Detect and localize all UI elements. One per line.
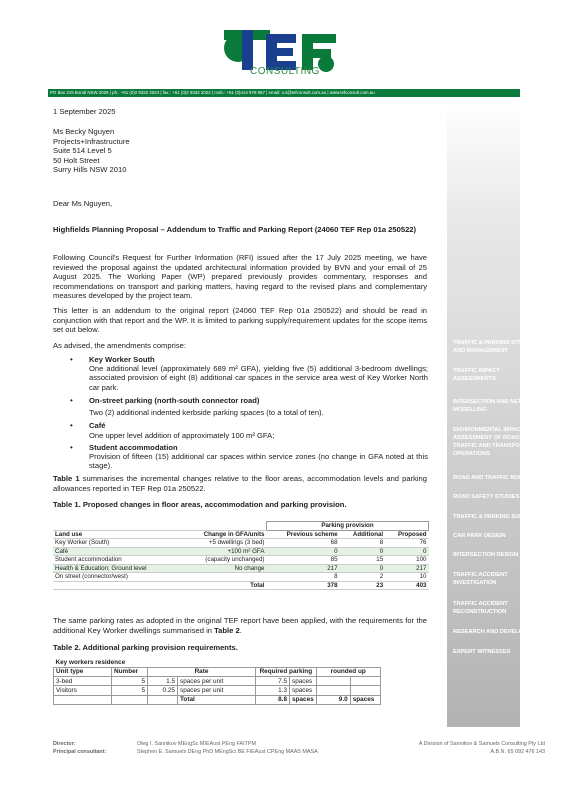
bullet-marker: • (70, 396, 73, 405)
table-row: Health & Education; Ground level No change 217 0 217 (55, 564, 427, 572)
column-header: Unit type (54, 667, 112, 676)
sidebar-item-traffic-impact: TRAFFIC IMPACT ASSESSMENTS (453, 368, 500, 382)
paragraph-rates: The same parking rates as adopted in the original TEF report have been applied, with the requirements for the additional Key Worker dwellings summarised in Table 2. (53, 616, 427, 635)
sidebar-item-road-safety: ROAD SAFETY STUDIES (453, 494, 520, 500)
column-header: Proposed (385, 530, 428, 539)
contact-bar: PO Box 215 Bondi NSW 2026 | ph.: +61 (0)2 9332 2024 | fax.: +61 (0)2 9332 2022 | mob.: +61 (0)414 978 067 | email: o.s@tefconsult.com.au | www.tefconsult.com.au (48, 89, 520, 97)
floor-area-parking-table (53, 521, 429, 590)
table-row: Café +100 m² GFA 0 0 0 (55, 547, 427, 555)
bullet-heading: On-street parking (north-south connector road) (89, 396, 260, 405)
bullet-heading: Student accommodation (89, 443, 178, 452)
paragraph-table1-intro: Table 1 summarises the incremental changes relative to the floor areas, accommodation levels and parking allowances reported in TEF Rep 01a 250522. (53, 474, 428, 493)
bullet-heading: Key Worker South (89, 355, 155, 364)
sidebar-item-surveys: TRAFFIC & PARKING SURVEYS (453, 514, 539, 520)
paragraph-intro: Following Council's Request for Further Information (RFI) issued after the 17 July 2025 meeting, we have reviewed the proposal against the updated architectural information provided by BVN and your email of 25 August 2025. The Working Paper (WP) prepared previously provides commentary, responses and recommendations on transport and parking matters, having regard to the revised plans and complementary measures developed by the project team. (53, 253, 427, 301)
table2-caption: Table 2. Additional parking provision requirements. (53, 643, 238, 652)
sidebar-item-accident-reconstruction: TRAFFIC ACCIDENT RECONSTRUCTION (453, 601, 508, 615)
sidebar-item-road-traffic-noise: ROAD AND TRAFFIC NOISE (453, 475, 528, 481)
paragraph-amendments: As advised, the amendments comprise: (53, 341, 186, 350)
table-row: Key Worker (South) +5 dwellings (3 bed) 68 8 76 (55, 539, 427, 547)
bullet-body: One additional level (approximately 689 m² GFA), yielding five (5) additional 3-bedroom dwellings; associated provision of eight (8) additional car spaces in the service area west of Key Worker North car park. (89, 364, 428, 392)
footer-names: Oleg I. Sannikov MEngSc MIEAust PEng FAITPM Stephen E. Samuels DEng PhD MEngSci BE FIEAust CPEng MAAS MASA (137, 741, 318, 755)
column-header: Number (112, 667, 148, 676)
paragraph-addendum: This letter is an addendum to the original report (24060 TEF Rep 01a 250522) and should be read in conjunction with that report and the WP. It is limited to parking supply/requirement updates for the scope items set out below. (53, 306, 427, 335)
letter-date: 1 September 2025 (53, 107, 116, 116)
sidebar-item-traffic-parking-studies: TRAFFIC & PARKING STUDIES AND MANAGEMENT (453, 340, 536, 354)
sidebar-item-intersection-design: INTERSECTION DESIGN (453, 552, 519, 558)
bullet-marker: • (70, 355, 73, 364)
parking-requirements-table (53, 658, 381, 705)
sidebar-item-accident-investigation: TRAFFIC ACCIDENT INVESTIGATION (453, 572, 508, 586)
sidebar-item-car-park-design: CAR PARK DESIGN (453, 533, 506, 539)
column-header: Rate (148, 667, 256, 676)
column-header: Additional (340, 530, 386, 539)
sidebar-item-research: RESEARCH AND DEVELOPMENT (453, 629, 543, 635)
column-header: rounded up (316, 667, 380, 676)
bullet-marker: • (70, 443, 73, 452)
table-row: Visitors 5 0.25 spaces per unit 1.3 spaces (54, 686, 381, 695)
table-row: 3-bed 5 1.5 spaces per unit 7.5 spaces (54, 677, 381, 686)
subject-line: Highfields Planning Proposal – Addendum to Traffic and Parking Report (24060 TEF Rep 01a 250522) (53, 225, 417, 234)
table-row: On street (connector/west) 8 2 10 (55, 573, 427, 581)
bullet-body: One upper level addition of approximately 100 m² GFA; (89, 431, 275, 440)
bullet-body: Provision of fifteen (15) additional car spaces within service zones (no change in GFA noted at this stage). (89, 452, 428, 471)
table2-title: Key workers residence (55, 658, 126, 666)
bullet-marker: • (70, 421, 73, 430)
logo-subtitle: CONSULTING (250, 66, 320, 77)
column-header: Land use (53, 530, 180, 539)
table1-caption: Table 1. Proposed changes in floor areas, accommodation and parking provision. (53, 500, 347, 509)
group-header: Parking provision (266, 522, 428, 531)
salutation: Dear Ms Nguyen, (53, 199, 113, 208)
bullet-body: Two (2) additional indented kerbside parking spaces (to a total of ten). (89, 408, 324, 417)
total-row: Total 378 23 403 (53, 581, 429, 590)
sidebar-item-intersection-modelling: INTERSECTION AND NETWORK MODELLING (453, 399, 540, 413)
table-row: Student accommodation (capacity unchanged) 85 15 100 (55, 556, 427, 564)
column-header: Previous scheme (266, 530, 339, 539)
total-row: Total 8.8 spaces 9.0 spaces (54, 695, 381, 704)
recipient-address: Ms Becky Nguyen Projects+Infrastructure Suite 514 Level 5 50 Holt Street Surry Hills NSW 2010 (53, 127, 130, 175)
column-header: Required parking (256, 667, 317, 676)
column-header: Change in GFA/units (180, 530, 266, 539)
footer-labels: Director: Principal consultant: (53, 741, 107, 755)
footer-company: A Division of Sannikov & Samuels Consulting Pty Ltd A.B.N. 65 092 476 143 (418, 741, 545, 755)
bullet-heading: Café (89, 421, 106, 430)
sidebar-item-environmental-impact: ENVIRONMENTAL IMPACT ASSESSMENT OF ROADS, TRAFFIC AND TRANSPORT OPERATIONS (453, 427, 528, 457)
sidebar-item-expert-witnesses: EXPERT WITNESSES (453, 649, 511, 655)
